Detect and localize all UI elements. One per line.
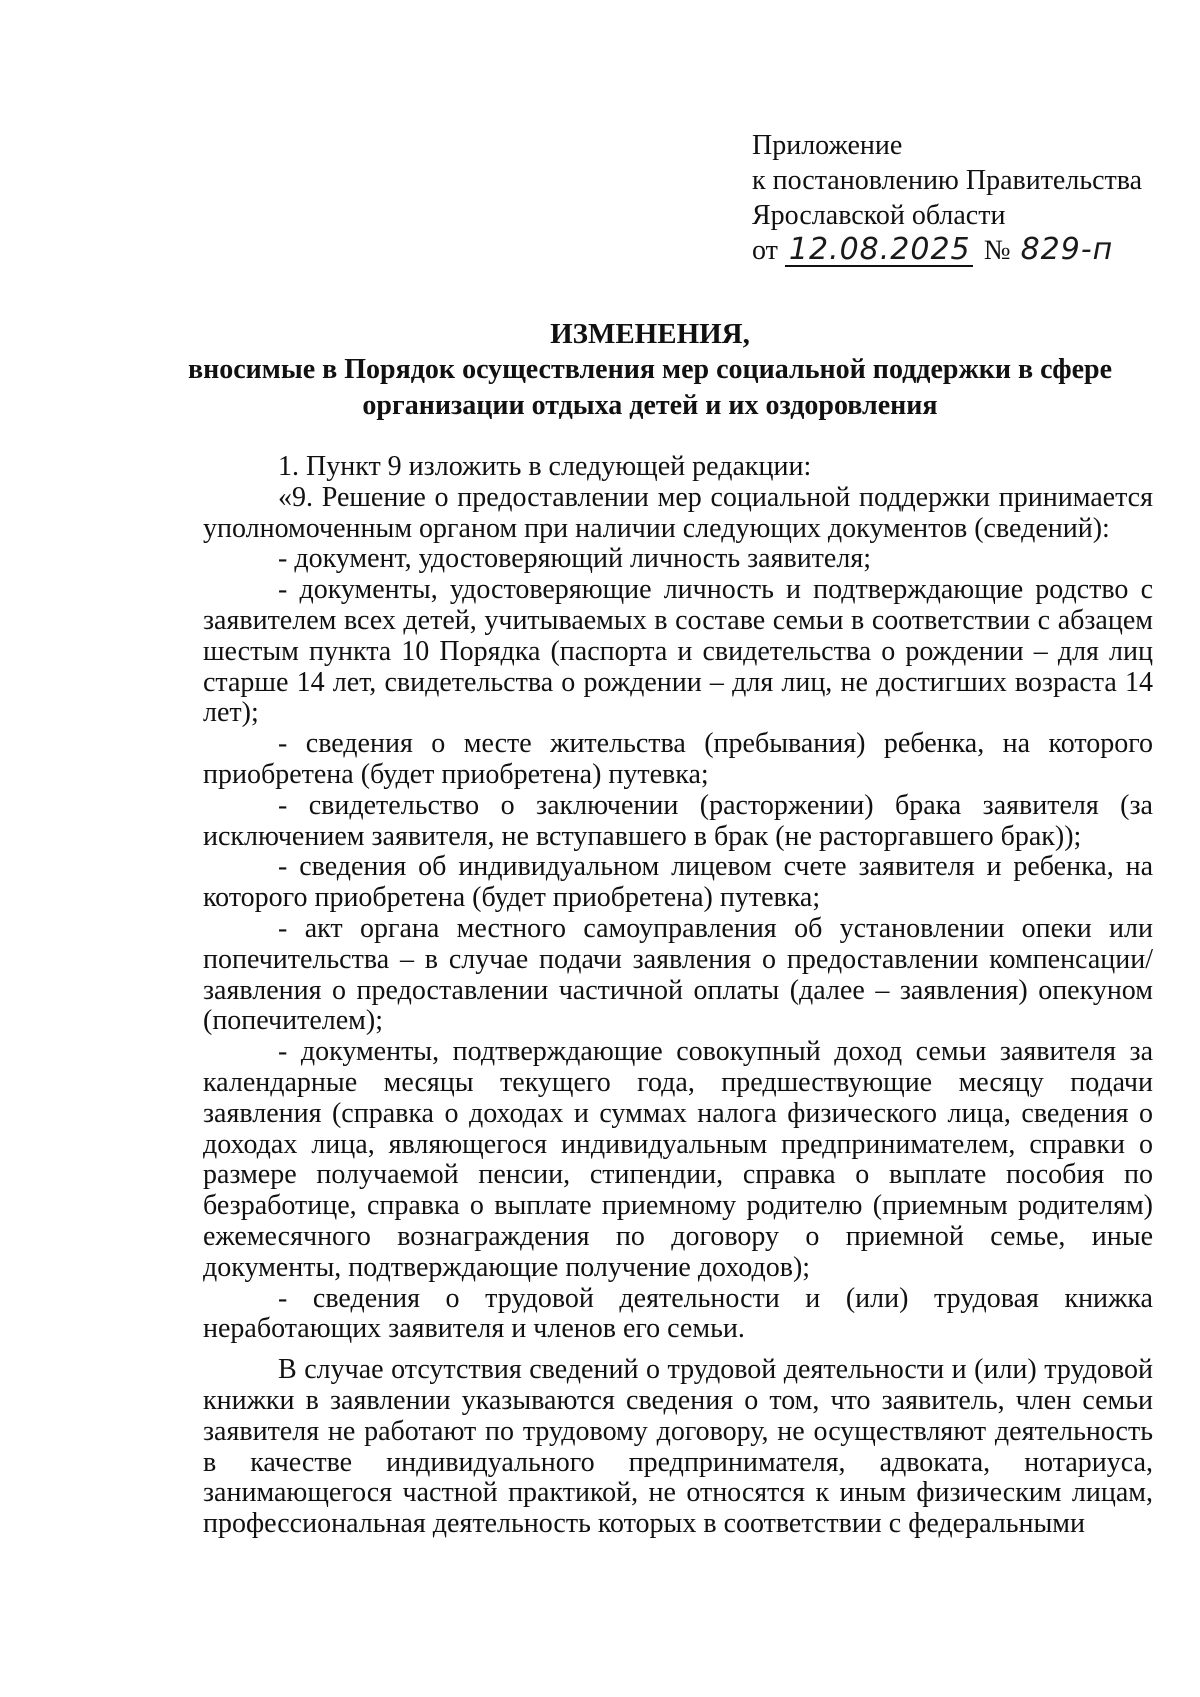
body-paragraph: - свидетельство о заключении (расторжении) брака заявителя (за исключением заявителя, не вступавшего в брак (не расторгавшего брак)); xyxy=(203,789,1153,852)
body-paragraph: - сведения об индивидуальном лицевом счете заявителя и ребенка, на которого приобретена (будет приобретена) путевка; xyxy=(203,851,1153,914)
body-paragraph: - документы, удостоверяющие личность и подтверждающие родство с заявителем всех детей, учитываемых в составе семьи в соответствии с абзацем шестым пункта 10 Порядка (паспорта и свидетельства о рождении – для лиц старше 14 лет, свидетельства о рождении – для лиц, не достигших возраста 14 лет); xyxy=(203,574,1153,729)
appendix-reference: к постановлению Правительства xyxy=(752,165,1143,196)
document-subtitle-line-1: вносимые в Порядок осуществления мер социальной поддержки в сфере xyxy=(187,354,1113,385)
document-body xyxy=(203,452,1153,1540)
body-paragraph: 1. Пункт 9 изложить в следующей редакции: xyxy=(278,451,812,482)
body-paragraph: В случае отсутствия сведений о трудовой деятельности и (или) трудовой книжки в заявлении указываются сведения о том, что заявитель, член семьи заявителя не работают по трудовому договору, не осуществляют деятельность в качестве индивидуального предпринимателя, адвоката, нотариуса, занимающегося частной практикой, не относятся к иным физическим лицам, профессиональная деятельность которых в соответствии с федеральными xyxy=(203,1354,1153,1540)
appendix-region: Ярославской области xyxy=(752,200,1006,231)
handwritten-date: 12.08.2025 xyxy=(785,235,973,267)
body-paragraph: - акт органа местного самоуправления об установлении опеки или попечительства – в случае подачи заявления о предоставлении компенсации/ заявления о предоставлении частичной оплаты (далее – заявления) опекуном (попечителем); xyxy=(203,912,1153,1037)
appendix-block xyxy=(752,128,1172,268)
document-title: ИЗМЕНЕНИЯ, xyxy=(550,318,750,350)
number-prefix: № xyxy=(983,235,1011,266)
appendix-heading: Приложение xyxy=(752,130,903,161)
handwritten-number: 829-п xyxy=(1020,232,1114,267)
document-title-block xyxy=(150,316,1150,424)
body-paragraph: - сведения о месте жительства (пребывания) ребенка, на которого приобретена (будет приобретена) путевка; xyxy=(203,728,1153,790)
body-paragraph: - сведения о трудовой деятельности и (или) трудовая книжка неработающих заявителя и членов его семьи. xyxy=(203,1282,1153,1345)
body-paragraph: - документы, подтверждающие совокупный доход семьи заявителя за календарные месяцы текущего года, предшествующие месяцу подачи заявления (справка о доходах и суммах налога физического лица, сведения о доходах лица, являющегося индивидуальным предпринимателем, справки о размере получаемой пенсии, стипендии, справка о выплате пособия по безработице, справка о выплате приемному родителю (приемным родителям) ежемесячного вознаграждения по договору о приемной семье, иные документы, подтверждающие получение доходов); xyxy=(203,1036,1153,1283)
body-paragraph: - документ, удостоверяющий личность заявителя; xyxy=(278,543,871,575)
appendix-date-number-line xyxy=(752,233,1172,268)
date-prefix: от xyxy=(752,235,778,266)
body-paragraph: «9. Решение о предоставлении мер социальной поддержки принимается уполномоченным органом при наличии следующих документов (сведений): xyxy=(203,481,1153,544)
document-subtitle-line-2: организации отдыха детей и их оздоровления xyxy=(362,390,938,421)
